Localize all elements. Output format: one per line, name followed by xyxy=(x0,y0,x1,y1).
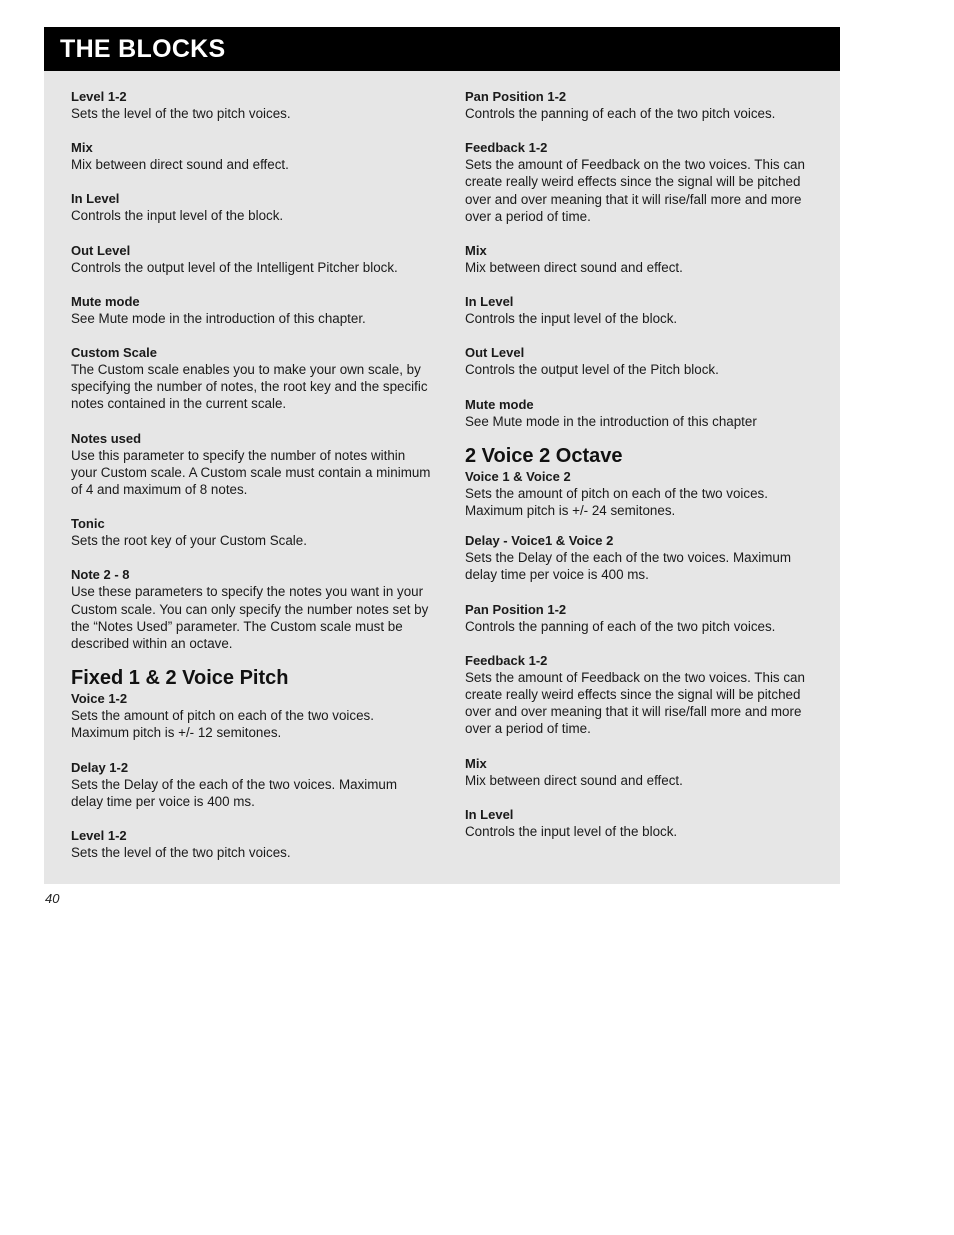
param-name: Delay 1-2 xyxy=(71,759,129,775)
param-desc: Controls the input level of the block. xyxy=(465,311,678,327)
param-item xyxy=(71,88,431,122)
param-group xyxy=(465,88,825,430)
param-name: Delay - Voice1 & Voice 2 xyxy=(465,533,614,549)
param-name: Pan Position 1-2 xyxy=(465,89,567,104)
param-desc: Mix between direct sound and effect. xyxy=(465,260,683,276)
param-desc: Sets the Delay of the each of the two voices. Maximum delay time per voice is 400 ms. xyxy=(465,550,791,583)
param-desc: Controls the output level of the Pitch block. xyxy=(465,362,719,378)
param-item xyxy=(71,139,431,173)
param-name: Mute mode xyxy=(465,396,534,412)
param-name: Pan Position 1-2 xyxy=(465,601,567,617)
param-desc: Mix between direct sound and effect. xyxy=(465,772,683,788)
param-desc: See Mute mode in the introduction of this chapter xyxy=(465,413,757,429)
param-desc: Controls the input level of the block. xyxy=(465,823,678,839)
param-desc: Controls the panning of each of the two pitch voices. xyxy=(465,106,776,121)
section-title: 2 Voice 2 Octave xyxy=(465,444,623,467)
param-name: Tonic xyxy=(71,516,105,532)
param-item xyxy=(465,88,825,122)
param-name: Out Level xyxy=(465,345,525,361)
param-desc: Controls the output level of the Intelligent Pitcher block. xyxy=(71,259,398,275)
param-item xyxy=(465,293,825,327)
param-group xyxy=(465,468,825,840)
param-desc: Sets the level of the two pitch voices. xyxy=(71,106,291,121)
param-item xyxy=(465,601,825,635)
param-desc: Controls the panning of each of the two pitch voices. xyxy=(465,618,776,634)
left-column xyxy=(71,88,431,878)
param-item xyxy=(465,652,825,738)
page-title: THE BLOCKS xyxy=(60,35,226,63)
param-desc: Mix between direct sound and effect. xyxy=(71,157,289,173)
param-item xyxy=(71,759,431,810)
param-desc: Sets the amount of pitch on each of the two voices. Maximum pitch is +/- 12 semitones. xyxy=(71,708,374,741)
right-column xyxy=(465,88,825,857)
param-name: Voice 1-2 xyxy=(71,691,128,707)
param-item xyxy=(71,190,431,224)
param-desc: Sets the amount of pitch on each of the two voices. Maximum pitch is +/- 24 semitones. xyxy=(465,485,768,519)
param-item xyxy=(71,242,431,276)
param-group xyxy=(71,690,431,861)
param-desc: The Custom scale enables you to make your own scale, by specifying the number of notes, the root key and the specific notes contained in the current scale. xyxy=(71,362,428,412)
param-item xyxy=(465,396,825,430)
param-item xyxy=(71,293,431,327)
param-name: Mute mode xyxy=(71,293,140,309)
param-item xyxy=(465,806,825,840)
param-item xyxy=(71,344,431,413)
param-item xyxy=(71,515,431,549)
param-item xyxy=(71,690,431,741)
param-desc: Sets the amount of Feedback on the two voices. This can create really weird effects since the signal will be pitched over and over meaning that it will rise/fall more and more over a period of time. xyxy=(465,157,805,224)
param-desc: Sets the amount of Feedback on the two voices. This can create really weird effects since the signal will be pitched over and over meaning that it will rise/fall more and more over a period of time. xyxy=(465,669,805,737)
param-item xyxy=(465,344,825,378)
param-desc: Sets the root key of your Custom Scale. xyxy=(71,533,307,549)
param-name: Feedback 1-2 xyxy=(465,652,548,668)
param-name: Feedback 1-2 xyxy=(465,140,548,156)
param-desc: Use these parameters to specify the notes you want in your Custom scale. You can only specify the number notes set by the “Notes Used” parameter. The Custom scale must be described within an octave. xyxy=(71,584,429,652)
param-name: Out Level xyxy=(71,242,131,258)
param-item xyxy=(465,755,825,789)
param-name: Custom Scale xyxy=(71,345,157,361)
param-item xyxy=(71,827,431,861)
param-name: Voice 1 & Voice 2 xyxy=(465,468,571,484)
param-name: In Level xyxy=(465,294,514,310)
param-desc: Sets the Delay of the each of the two voices. Maximum delay time per voice is 400 ms. xyxy=(71,776,397,809)
param-name: In Level xyxy=(465,806,514,822)
param-item xyxy=(465,242,825,276)
param-desc: See Mute mode in the introduction of this chapter. xyxy=(71,310,366,326)
param-desc: Sets the level of the two pitch voices. xyxy=(71,845,291,861)
param-item xyxy=(71,430,431,499)
param-name: Level 1-2 xyxy=(71,89,127,104)
param-desc: Use this parameter to specify the number of notes within your Custom scale. A Custom scale must contain a minimum of 4 and maximum of 8 notes. xyxy=(71,447,431,498)
param-name: Mix xyxy=(465,243,487,259)
content-panel xyxy=(44,71,840,884)
param-name: In Level xyxy=(71,191,120,207)
param-name: Notes used xyxy=(71,430,142,446)
page-number: 40 xyxy=(45,891,60,906)
param-name: Mix xyxy=(71,140,93,156)
param-item xyxy=(465,532,825,583)
header-bar xyxy=(44,27,840,71)
param-desc: Controls the input level of the block. xyxy=(71,208,284,224)
param-group xyxy=(71,88,431,652)
param-item xyxy=(465,468,825,519)
param-name: Mix xyxy=(465,755,487,771)
param-name: Level 1-2 xyxy=(71,828,127,844)
param-item xyxy=(71,566,431,652)
param-item xyxy=(465,139,825,225)
param-name: Note 2 - 8 xyxy=(71,567,130,583)
section-title: Fixed 1 & 2 Voice Pitch xyxy=(71,667,289,690)
